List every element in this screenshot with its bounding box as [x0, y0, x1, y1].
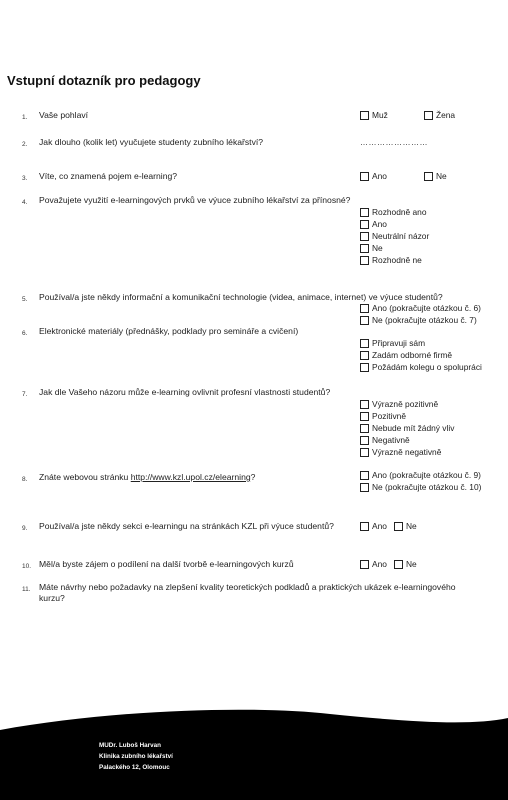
option-q6-3[interactable]: Požádám kolegu o spolupráci: [360, 362, 482, 372]
question-9-number: 9.: [22, 525, 28, 532]
option-q10-no[interactable]: Ne: [394, 559, 417, 569]
checkbox[interactable]: [360, 560, 369, 569]
question-2-text: Jak dlouho (kolik let) vyučujete studenty zubního lékařství?: [39, 137, 264, 147]
question-10-text: Měl/a byste zájem o podílení na další tvorbě e-learningových kurzů: [39, 559, 294, 569]
question-6-text: Elektronické materiály (přednášky, podklady pro semináře a cvičení): [39, 326, 299, 336]
option-q3-no[interactable]: Ne: [424, 171, 447, 181]
answer-line-q2[interactable]: ……………………: [360, 138, 428, 147]
question-1-text: Vaše pohlaví: [39, 110, 89, 120]
question-7-number: 7.: [22, 391, 28, 398]
option-q1-male[interactable]: Muž: [360, 110, 388, 120]
option-q3-yes[interactable]: Ano: [360, 171, 387, 181]
question-5-number: 5.: [22, 296, 28, 303]
question-4-text: Považujete využití e-learningových prvků ve výuce zubního lékařství za přínosné?: [39, 195, 351, 205]
question-5-text: Používal/a jste někdy informační a komunikační technologie (videa, animace, internet) ve výuce studentů?: [39, 292, 443, 302]
question-6-number: 6.: [22, 330, 28, 337]
option-q1-female[interactable]: Žena: [424, 110, 455, 120]
question-2-number: 2.: [22, 141, 28, 148]
option-q4-3[interactable]: Neutrální názor: [360, 231, 429, 241]
checkbox[interactable]: [360, 351, 369, 360]
option-q7-4[interactable]: Negativně: [360, 435, 410, 445]
question-10-number: 10.: [22, 563, 32, 570]
checkbox[interactable]: [424, 172, 433, 181]
question-7-text: Jak dle Vašeho názoru může e-learning ovlivnit profesní vlastnosti studentů?: [39, 387, 331, 397]
option-q5-yes[interactable]: Ano (pokračujte otázkou č. 6): [360, 303, 481, 313]
footer-address: Palackého 12, Olomouc: [99, 764, 170, 771]
option-q4-5[interactable]: Rozhodně ne: [360, 255, 422, 265]
option-q6-2[interactable]: Zadám odborné firmě: [360, 350, 452, 360]
checkbox[interactable]: [360, 400, 369, 409]
option-q6-1[interactable]: Připravuji sám: [360, 338, 425, 348]
checkbox[interactable]: [360, 412, 369, 421]
option-q5-no[interactable]: Ne (pokračujte otázkou č. 7): [360, 315, 477, 325]
question-8-number: 8.: [22, 476, 28, 483]
checkbox[interactable]: [360, 436, 369, 445]
checkbox[interactable]: [360, 363, 369, 372]
checkbox[interactable]: [424, 111, 433, 120]
option-q9-yes[interactable]: Ano: [360, 521, 387, 531]
checkbox[interactable]: [360, 339, 369, 348]
option-q9-no[interactable]: Ne: [394, 521, 417, 531]
checkbox[interactable]: [360, 172, 369, 181]
question-8-text: Znáte webovou stránku http://www.kzl.upol.cz/elearning?: [39, 472, 256, 482]
checkbox[interactable]: [360, 471, 369, 480]
checkbox[interactable]: [394, 522, 403, 531]
checkbox[interactable]: [360, 256, 369, 265]
checkbox[interactable]: [360, 522, 369, 531]
option-q10-yes[interactable]: Ano: [360, 559, 387, 569]
question-11-number: 11.: [22, 586, 31, 593]
checkbox[interactable]: [360, 316, 369, 325]
option-q8-yes[interactable]: Ano (pokračujte otázkou č. 9): [360, 470, 481, 480]
option-q4-2[interactable]: Ano: [360, 219, 387, 229]
checkbox[interactable]: [360, 244, 369, 253]
footer-department: Klinika zubního lékařství: [99, 753, 173, 760]
question-3-number: 3.: [22, 175, 28, 182]
footer-wave-graphic: [0, 700, 508, 800]
page-title: Vstupní dotazník pro pedagogy: [7, 73, 201, 88]
option-q7-5[interactable]: Výrazně negativně: [360, 447, 441, 457]
footer-name: MUDr. Luboš Harvan: [99, 742, 161, 749]
option-q8-no[interactable]: Ne (pokračujte otázkou č. 10): [360, 482, 481, 492]
checkbox[interactable]: [360, 220, 369, 229]
question-9-text: Používal/a jste někdy sekci e-learningu na stránkách KZL při výuce studentů?: [39, 521, 334, 531]
checkbox[interactable]: [360, 232, 369, 241]
checkbox[interactable]: [360, 304, 369, 313]
website-link[interactable]: http://www.kzl.upol.cz/elearning: [130, 472, 251, 482]
option-q7-3[interactable]: Nebude mít žádný vliv: [360, 423, 454, 433]
checkbox[interactable]: [360, 448, 369, 457]
option-q4-1[interactable]: Rozhodně ano: [360, 207, 426, 217]
checkbox[interactable]: [360, 483, 369, 492]
question-1-number: 1.: [22, 114, 28, 121]
question-4-number: 4.: [22, 199, 28, 206]
question-3-text: Víte, co znamená pojem e-learning?: [39, 171, 178, 181]
checkbox[interactable]: [360, 424, 369, 433]
question-11-text: Máte návrhy nebo požadavky na zlepšení kvality teoretických podkladů a praktických ukázek e-learningového kurzu?: [39, 582, 456, 603]
option-q7-1[interactable]: Výrazně pozitivně: [360, 399, 438, 409]
checkbox[interactable]: [394, 560, 403, 569]
checkbox[interactable]: [360, 111, 369, 120]
option-q7-2[interactable]: Pozitivně: [360, 411, 406, 421]
checkbox[interactable]: [360, 208, 369, 217]
option-q4-4[interactable]: Ne: [360, 243, 383, 253]
footer-contact: [99, 740, 173, 773]
